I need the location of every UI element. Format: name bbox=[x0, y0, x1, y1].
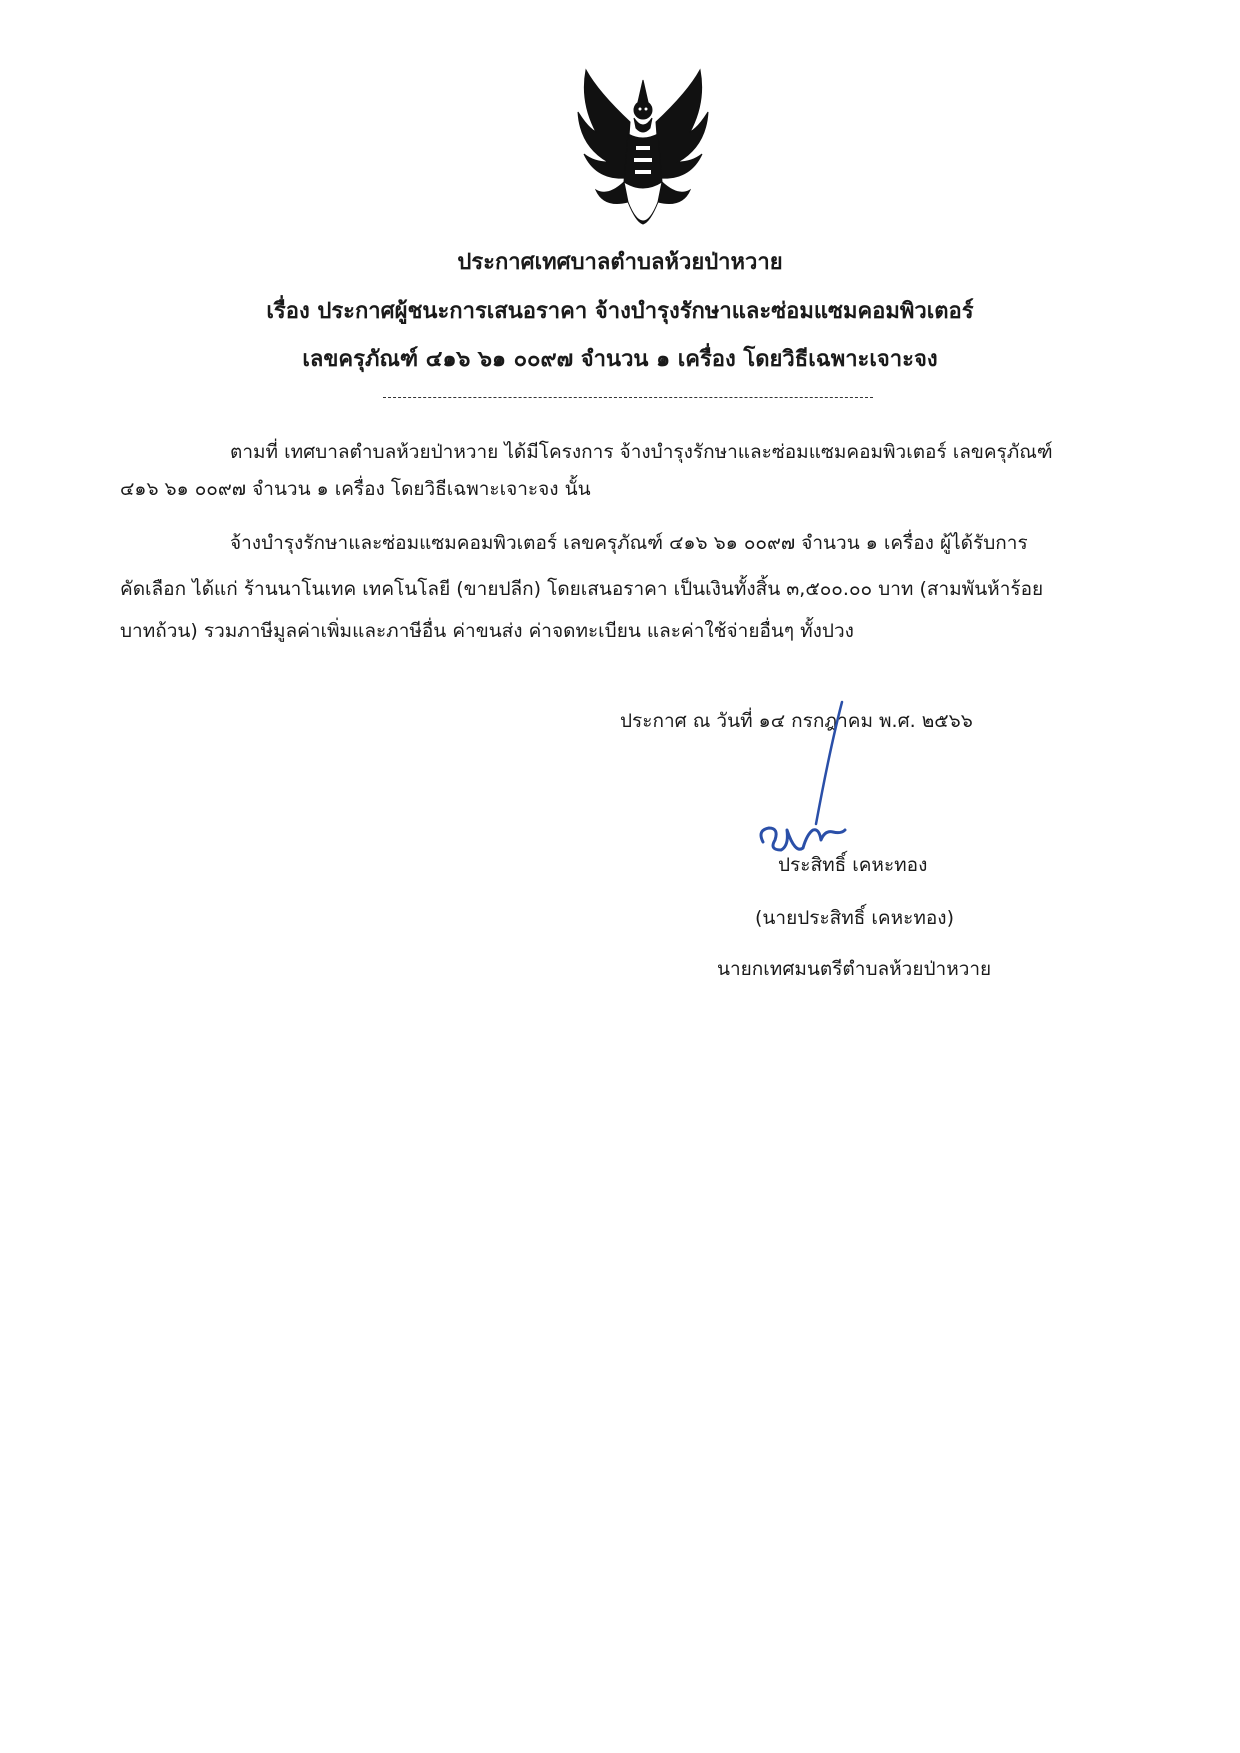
signer-position: นายกเทศมนตรีตำบลห้วยป่าหวาย bbox=[717, 958, 992, 980]
announcement-date: ประกาศ ณ วันที่ ๑๔ กรกฎาคม พ.ศ. ๒๕๖๖ bbox=[620, 710, 973, 732]
document-subject: เรื่อง ประกาศผู้ชนะการเสนอราคา จ้างบำรุงรักษาและซ่อมแซมคอมพิวเตอร์ bbox=[266, 299, 974, 324]
paragraph-1-line-2: ๔๑๖ ๖๑ ๐๐๙๗ จำนวน ๑ เครื่อง โดยวิธีเฉพาะเจาะจง นั้น bbox=[120, 478, 591, 500]
document-subject-continued: เลขครุภัณฑ์ ๔๑๖ ๖๑ ๐๐๙๗ จำนวน ๑ เครื่อง โดยวิธีเฉพาะเจาะจง bbox=[302, 347, 938, 372]
signer-full-name: (นายประสิทธิ์ เคหะทอง) bbox=[755, 907, 954, 929]
paragraph-1-line-1: ตามที่ เทศบาลตำบลห้วยป่าหวาย ได้มีโครงการ จ้างบำรุงรักษาและซ่อมแซมคอมพิวเตอร์ เลขครุภัณฑ์ bbox=[230, 441, 1053, 463]
document-title: ประกาศเทศบาลตำบลห้วยป่าหวาย bbox=[457, 250, 783, 275]
signer-name: ประสิทธิ์ เคหะทอง bbox=[778, 854, 928, 876]
paragraph-2-line-2: คัดเลือก ได้แก่ ร้านนาโนเทค เทคโนโลยี (ขายปลีก) โดยเสนอราคา เป็นเงินทั้งสิ้น ๓,๕๐๐.๐๐ บาท (สามพันห้าร้อย bbox=[120, 578, 1044, 600]
paragraph-2-line-3: บาทถ้วน) รวมภาษีมูลค่าเพิ่มและภาษีอื่น ค่าขนส่ง ค่าจดทะเบียน และค่าใช้จ่ายอื่นๆ ทั้งปวง bbox=[120, 620, 854, 642]
garuda-emblem-icon bbox=[568, 62, 718, 242]
header-divider bbox=[383, 397, 873, 398]
paragraph-2-line-1: จ้างบำรุงรักษาและซ่อมแซมคอมพิวเตอร์ เลขครุภัณฑ์ ๔๑๖ ๖๑ ๐๐๙๗ จำนวน ๑ เครื่อง ผู้ได้รับการ bbox=[230, 532, 1028, 554]
